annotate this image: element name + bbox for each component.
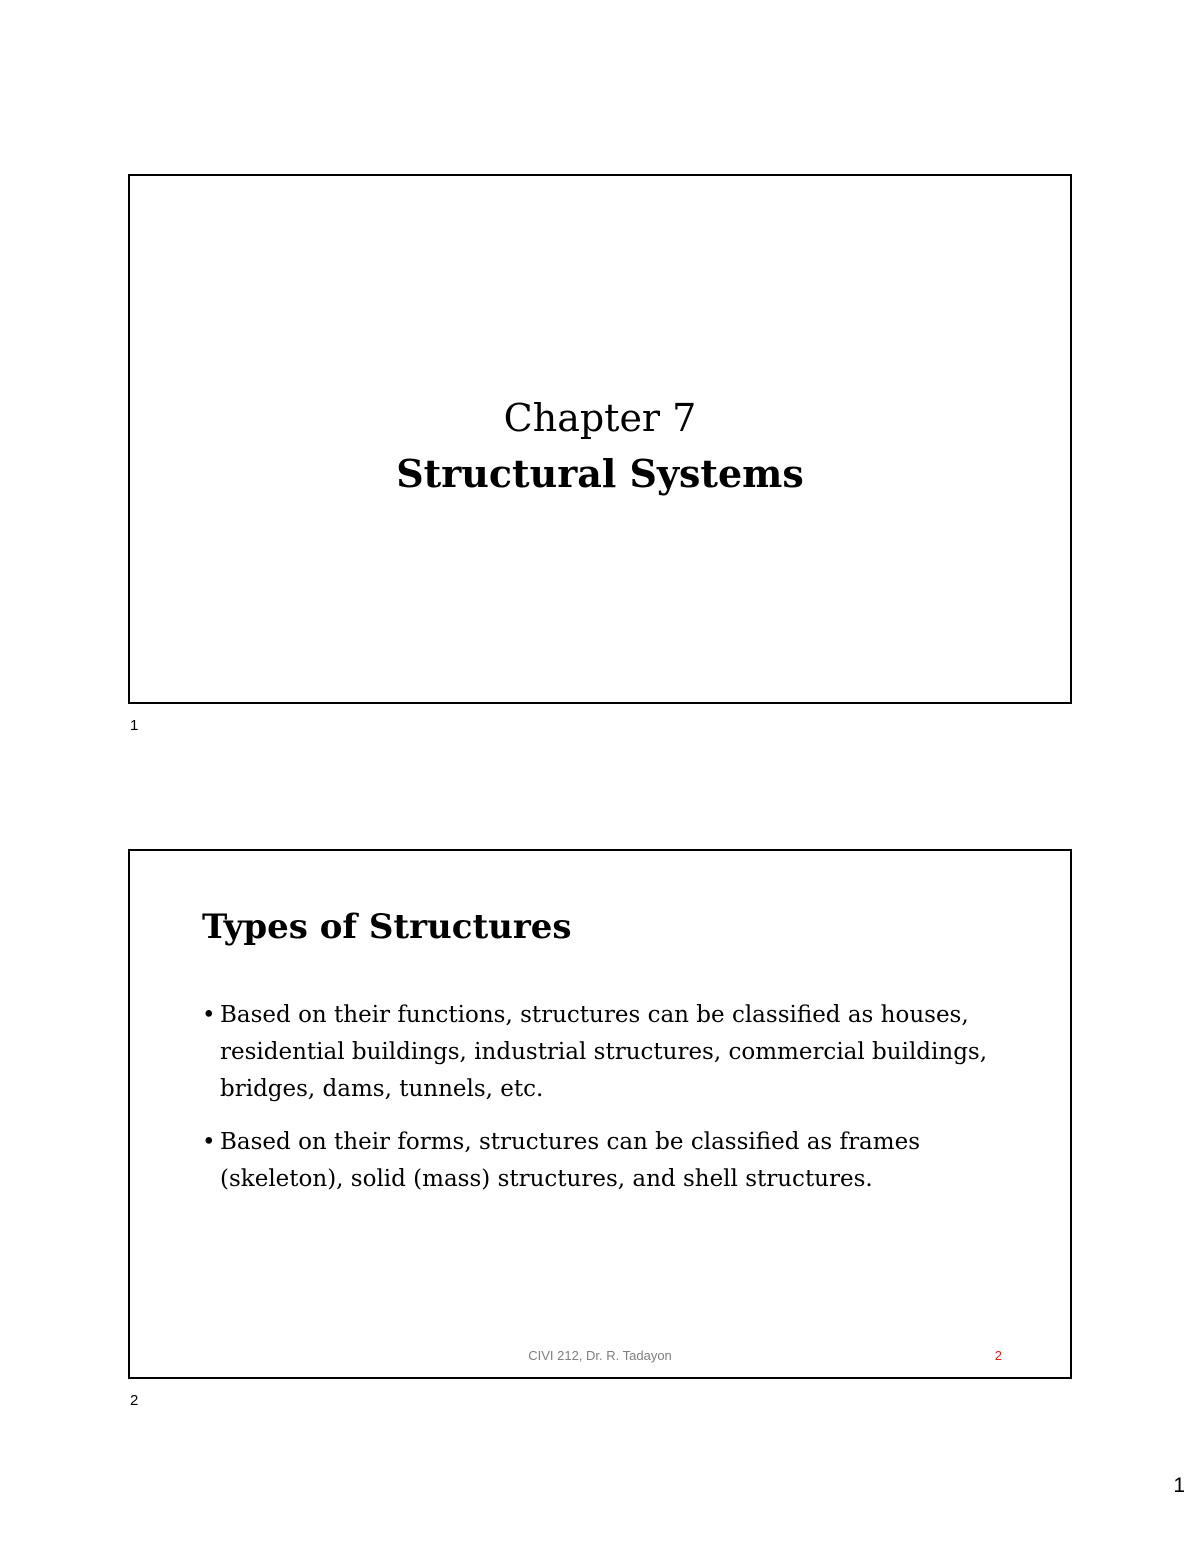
bullet-marker: • xyxy=(202,1002,216,1028)
bullet-text: Based on their functions, structures can be classified as houses, residential buildings, industrial structures, commercial buildings, bridges, dams, tunnels, etc. xyxy=(220,1002,988,1102)
slide-title: Types of Structures xyxy=(202,907,572,947)
bullet-list xyxy=(202,997,1022,1214)
slide-1 xyxy=(128,174,1072,704)
slide-footer-number: 2 xyxy=(994,1348,1002,1363)
slide-footer-text: CIVI 212, Dr. R. Tadayon xyxy=(528,1348,672,1363)
bullet-text: Based on their forms, structures can be classified as frames (skeleton), solid (mass) structures, and shell structures. xyxy=(220,1129,920,1192)
bullet-marker: • xyxy=(202,1129,216,1155)
chapter-title: Structural Systems xyxy=(396,451,804,496)
page-number: 1 xyxy=(1173,1474,1185,1497)
slide-number-2: 2 xyxy=(130,1392,139,1409)
chapter-label: Chapter 7 xyxy=(503,396,697,440)
slide-number-1: 1 xyxy=(130,717,139,734)
bullet-item xyxy=(202,1124,1022,1198)
bullet-item xyxy=(202,997,1022,1108)
slide-2 xyxy=(128,849,1072,1379)
title-block xyxy=(130,392,1070,504)
